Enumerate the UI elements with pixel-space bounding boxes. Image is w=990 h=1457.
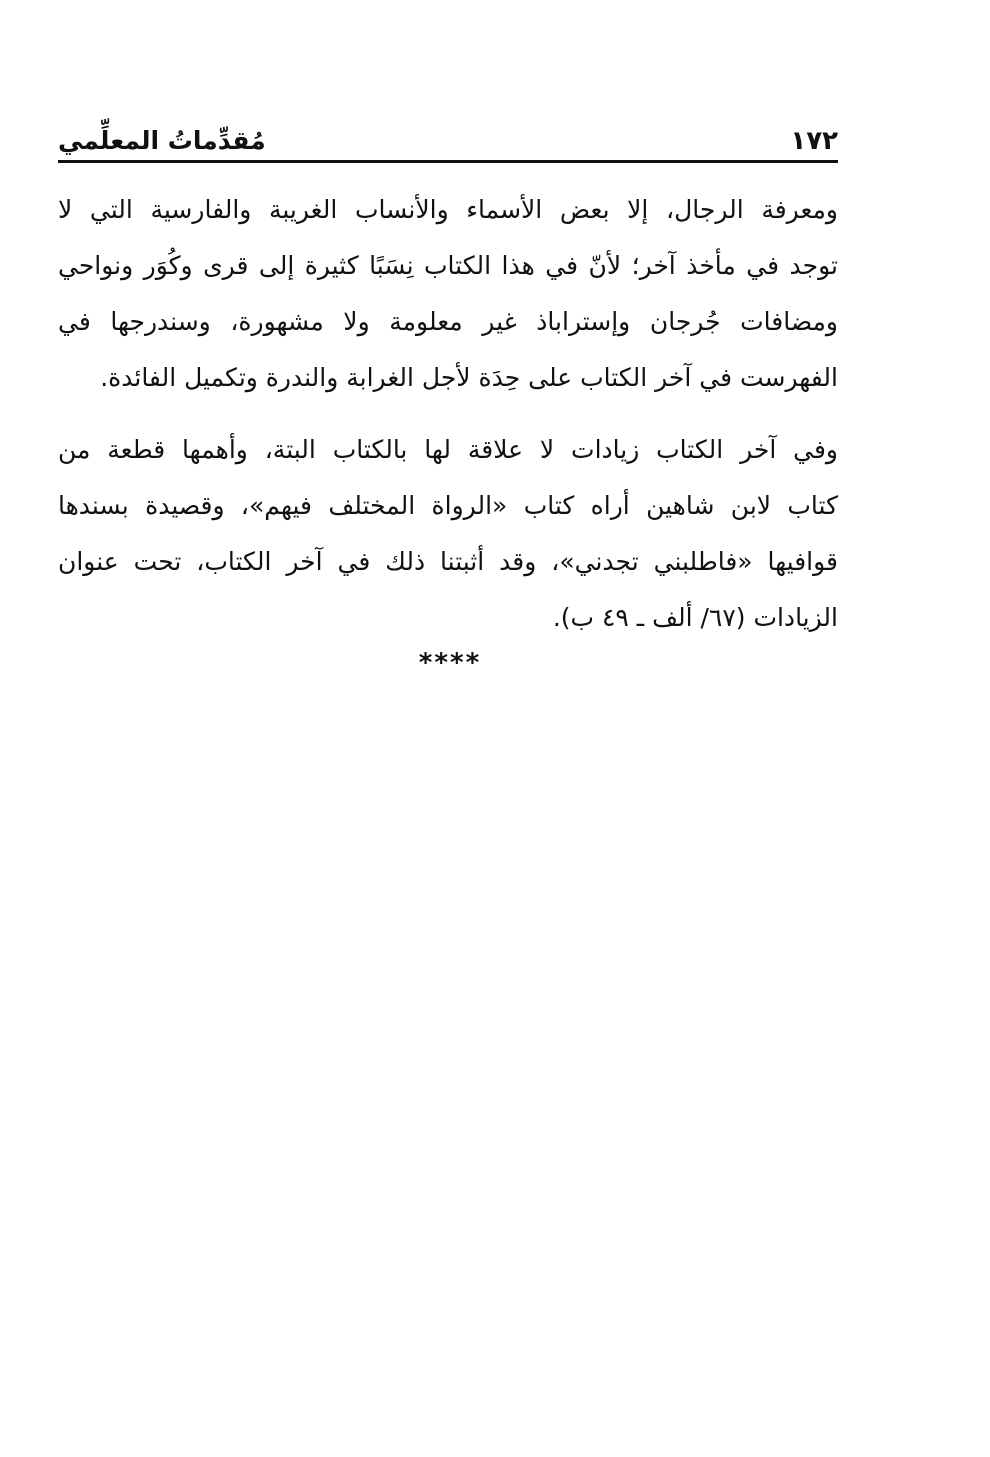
text-line: الزيادات (٦٧/ ألف ـ ٤٩ ب). [552,603,838,632]
paragraph-1 [58,182,838,406]
paragraph-2 [58,422,838,646]
text-line: ومضافات جُرجان وإستراباذ غير معلومة ولا مشهورة، وسندرجها في [58,307,838,336]
text-line: قوافيها «فاطلبني تجدني»، وقد أثبتنا ذلك في آخر الكتاب، تحت عنوان [58,547,838,576]
body-text [58,182,838,646]
page-number: ١٧٢ [790,126,838,156]
text-line: كتاب لابن شاهين أراه كتاب «الرواة المختلف فيهم»، وقصيدة بسندها [58,491,838,520]
page-header [58,124,838,163]
paragraph-gap [58,406,838,422]
text-line: توجد في مأخذ آخر؛ لأنّ في هذا الكتاب نِسَبًا كثيرة إلى قرى وكُوَر ونواحي [58,251,838,280]
text-line: الفهرست في آخر الكتاب على حِدَة لأجل الغرابة والندرة وتكميل الفائدة. [100,363,838,392]
section-separator: **** [418,648,482,678]
running-title: مُقدِّماتُ المعلِّمي [58,126,266,155]
text-line: ومعرفة الرجال، إلا بعض الأسماء والأنساب الغريبة والفارسية التي لا [58,195,838,224]
text-line: وفي آخر الكتاب زيادات لا علاقة لها بالكتاب البتة، وأهمها قطعة من [58,435,838,464]
